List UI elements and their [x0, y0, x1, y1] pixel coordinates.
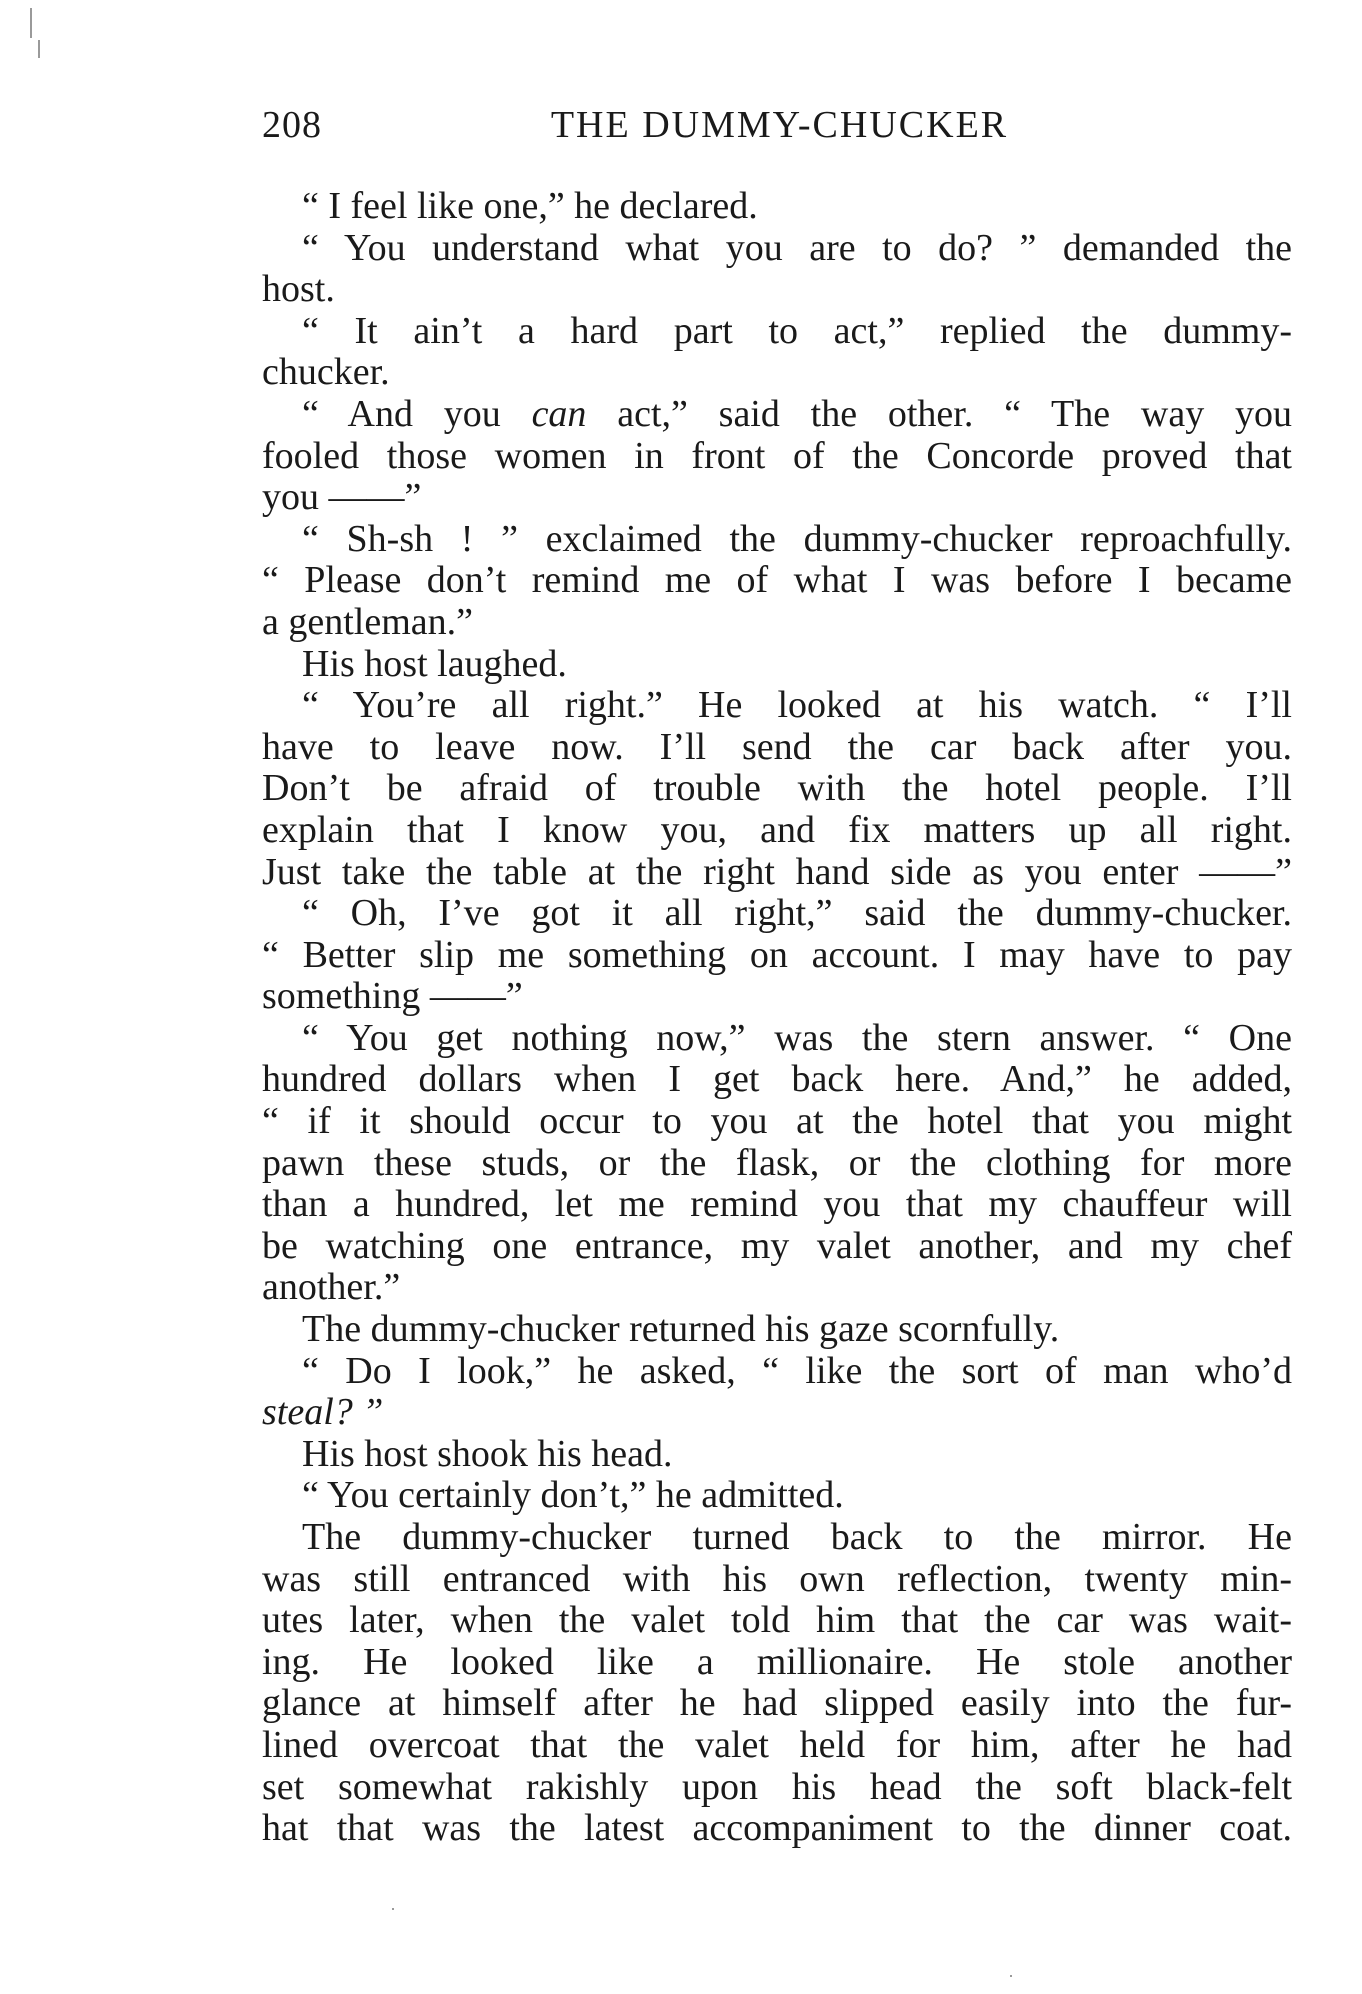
text-line: pawn these studs, or the flask, or the clothing for more — [262, 1141, 1292, 1184]
scan-speck — [1010, 1975, 1012, 1977]
text-line: “ You certainly don’t,” he admitted. — [302, 1474, 844, 1517]
body-text — [262, 186, 1292, 1850]
text-line: ing. He looked like a millionaire. He stole another — [262, 1640, 1292, 1683]
text-line: The dummy-chucker returned his gaze scornfully. — [302, 1308, 1060, 1351]
text-line: His host shook his head. — [302, 1432, 673, 1475]
italic-word: can — [531, 392, 587, 435]
text-line: “ if it should occur to you at the hotel that you might — [262, 1100, 1292, 1143]
text-line: you ——” — [262, 476, 422, 519]
text-line: utes later, when the valet told him that the car was wait- — [262, 1599, 1292, 1642]
running-title: THE DUMMY-CHUCKER — [550, 104, 1009, 146]
text-line: set somewhat rakishly upon his head the soft black-felt — [262, 1765, 1292, 1808]
text-line: “ Do I look,” he asked, “ like the sort of man who’d — [302, 1349, 1292, 1392]
text-line: “ Please don’t remind me of what I was before I became — [262, 559, 1292, 602]
text-line: chucker. — [262, 351, 390, 394]
text-line: “ And you can act,” said the other. “ The way you — [302, 392, 1293, 435]
text-line: was still entranced with his own reflection, twenty min- — [262, 1557, 1292, 1600]
scan-speck — [30, 8, 32, 38]
text-line: “ Better slip me something on account. I may have to pay — [262, 933, 1292, 976]
text-line: “ Oh, I’ve got it all right,” said the dummy-chucker. — [302, 892, 1292, 935]
text-line: “ Sh-sh ! ” exclaimed the dummy-chucker reproachfully. — [302, 517, 1292, 560]
text-line: “ You’re all right.” He looked at his watch. “ I’ll — [302, 684, 1292, 727]
text-line: hundred dollars when I get back here. And,” he added, — [262, 1058, 1292, 1101]
text-line: be watching one entrance, my valet another, and my chef — [262, 1224, 1292, 1267]
text-line: another.” — [262, 1266, 401, 1309]
text-line: host. — [262, 268, 335, 311]
scan-speck — [38, 40, 40, 58]
text-line: “ It ain’t a hard part to act,” replied the dummy- — [302, 309, 1292, 352]
text-line: hat that was the latest accompaniment to the dinner coat. — [262, 1807, 1292, 1850]
scan-speck — [392, 1908, 394, 1910]
text-line: something ——” — [262, 975, 523, 1018]
text-line: Don’t be afraid of trouble with the hotel people. I’ll — [262, 767, 1292, 810]
text-line: “ You understand what you are to do? ” demanded the — [302, 226, 1292, 269]
text-line: “ I feel like one,” he declared. — [302, 185, 758, 227]
text-line: lined overcoat that the valet held for him, after he had — [262, 1723, 1292, 1766]
text-line: explain that I know you, and fix matters up all right. — [262, 808, 1292, 851]
page-header — [262, 100, 1297, 150]
text-line: fooled those women in front of the Concorde proved that — [262, 434, 1292, 477]
text-line: a gentleman.” — [262, 600, 474, 643]
text-line: steal? ” — [262, 1391, 384, 1434]
text-line: than a hundred, let me remind you that my chauffeur will — [262, 1183, 1292, 1226]
text-line: His host laughed. — [302, 642, 567, 685]
text-line: glance at himself after he had slipped easily into the fur- — [262, 1682, 1292, 1725]
text-line: have to leave now. I’ll send the car back after you. — [262, 725, 1292, 768]
text-line: The dummy-chucker turned back to the mirror. He — [302, 1516, 1292, 1558]
text-line: Just take the table at the right hand side as you enter ——” — [262, 850, 1292, 893]
page-number: 208 — [262, 104, 322, 146]
text-line: “ You get nothing now,” was the stern answer. “ One — [302, 1016, 1292, 1059]
